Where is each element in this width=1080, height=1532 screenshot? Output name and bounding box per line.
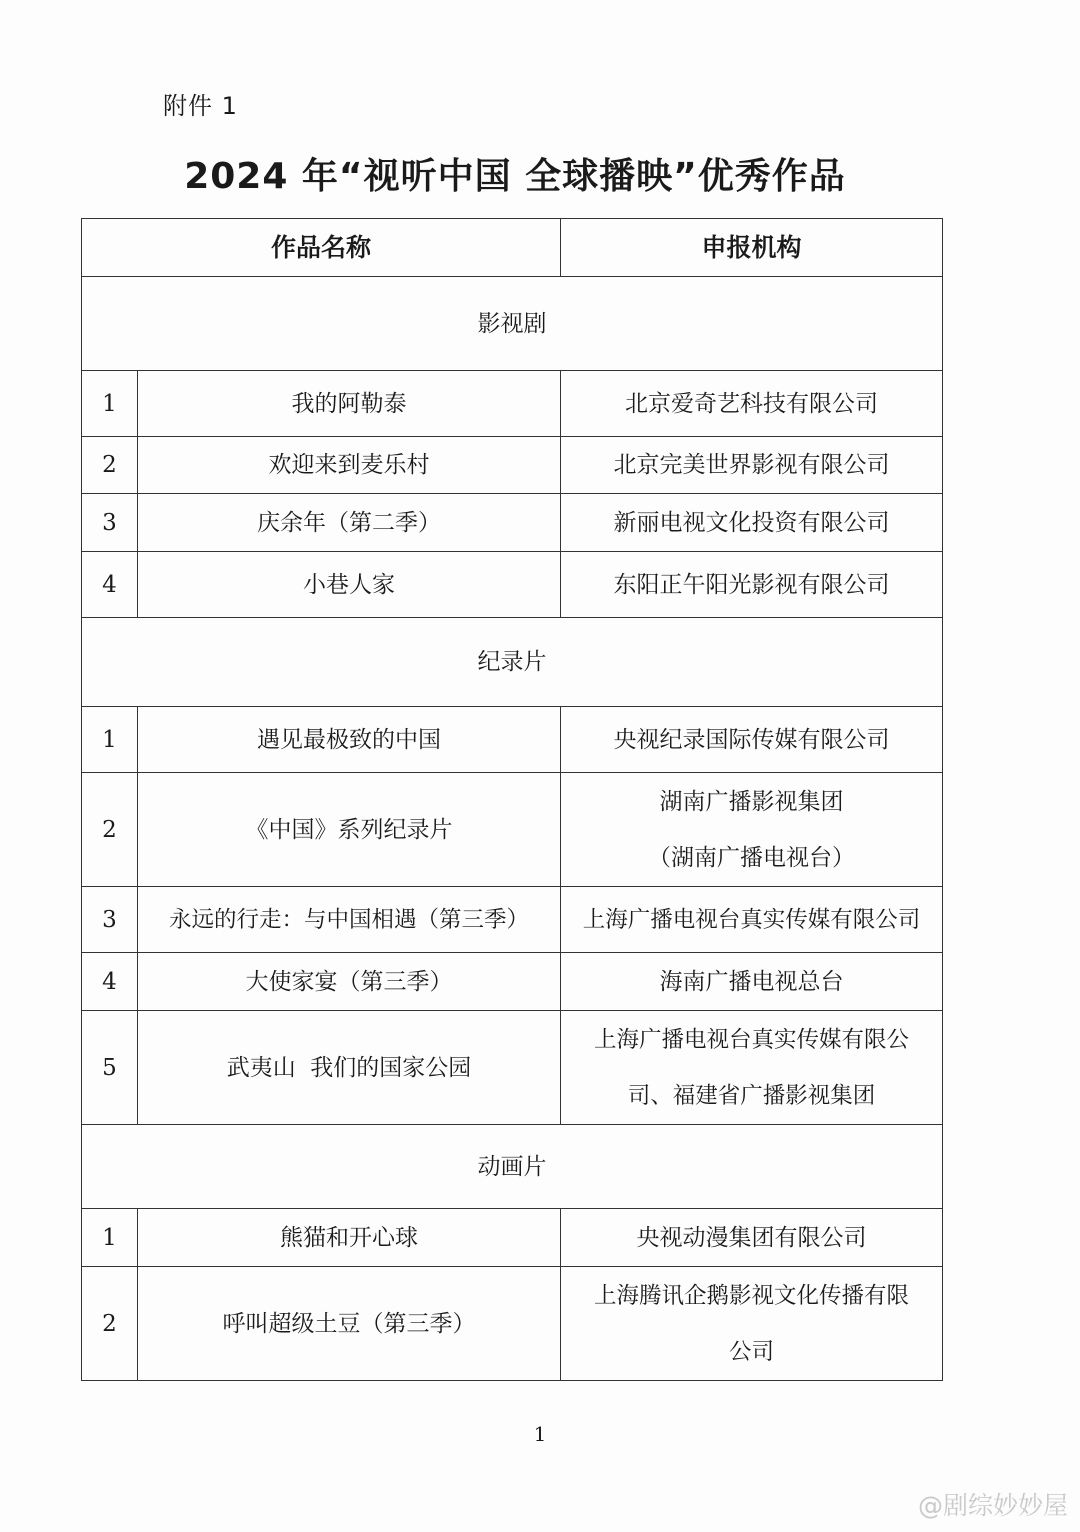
work-name: 熊猫和开心球 bbox=[138, 1209, 561, 1267]
table-row bbox=[82, 437, 943, 494]
organization-line: 湖南广播影视集团 bbox=[659, 788, 844, 815]
table-row bbox=[82, 1209, 943, 1267]
row-number: 1 bbox=[82, 1209, 138, 1267]
attachment-label: 附件 1 bbox=[163, 92, 238, 120]
header-work-name: 作品名称 bbox=[82, 219, 561, 277]
row-number: 5 bbox=[82, 1011, 138, 1125]
row-number: 3 bbox=[82, 887, 138, 953]
organization bbox=[561, 773, 943, 887]
table-row bbox=[82, 953, 943, 1011]
organization: 央视动漫集团有限公司 bbox=[561, 1209, 943, 1267]
row-number: 1 bbox=[82, 707, 138, 773]
work-name: 欢迎来到麦乐村 bbox=[138, 437, 561, 494]
work-name: 《中国》系列纪录片 bbox=[138, 773, 561, 887]
works-table bbox=[81, 218, 943, 1381]
table-row bbox=[82, 552, 943, 618]
category-tv-drama: 影视剧 bbox=[82, 277, 943, 371]
work-name: 武夷山 我们的国家公园 bbox=[138, 1011, 561, 1125]
header-organization: 申报机构 bbox=[561, 219, 943, 277]
row-number: 4 bbox=[82, 953, 138, 1011]
row-number: 1 bbox=[82, 371, 138, 437]
category-documentary: 纪录片 bbox=[82, 618, 943, 707]
organization-line: 公司 bbox=[729, 1338, 775, 1365]
work-name: 我的阿勒泰 bbox=[138, 371, 561, 437]
organization: 北京完美世界影视有限公司 bbox=[561, 437, 943, 494]
organization: 上海广播电视台真实传媒有限公司 bbox=[561, 887, 943, 953]
row-number: 4 bbox=[82, 552, 138, 618]
organization-line: （湖南广播电视台） bbox=[648, 844, 856, 871]
page-number: 1 bbox=[533, 1422, 547, 1446]
table-row bbox=[82, 707, 943, 773]
organization bbox=[561, 1011, 943, 1125]
organization bbox=[561, 1267, 943, 1381]
organization: 海南广播电视总台 bbox=[561, 953, 943, 1011]
work-name: 小巷人家 bbox=[138, 552, 561, 618]
table-row bbox=[82, 1267, 943, 1381]
category-animation: 动画片 bbox=[82, 1125, 943, 1209]
work-name: 永远的行走：与中国相遇（第三季） bbox=[138, 887, 561, 953]
table-row bbox=[82, 887, 943, 953]
organization: 新丽电视文化投资有限公司 bbox=[561, 494, 943, 552]
row-number: 3 bbox=[82, 494, 138, 552]
row-number: 2 bbox=[82, 773, 138, 887]
table-row bbox=[82, 1011, 943, 1125]
row-number: 2 bbox=[82, 1267, 138, 1381]
organization: 东阳正午阳光影视有限公司 bbox=[561, 552, 943, 618]
organization-line: 上海广播电视台真实传媒有限公 bbox=[594, 1026, 910, 1053]
row-number: 2 bbox=[82, 437, 138, 494]
work-name: 大使家宴（第三季） bbox=[138, 953, 561, 1011]
table-header-row bbox=[82, 219, 943, 277]
work-name: 遇见最极致的中国 bbox=[138, 707, 561, 773]
category-row bbox=[82, 277, 943, 371]
organization-line: 上海腾讯企鹅影视文化传播有限 bbox=[594, 1282, 910, 1309]
table-row bbox=[82, 371, 943, 437]
table-row bbox=[82, 773, 943, 887]
organization: 央视纪录国际传媒有限公司 bbox=[561, 707, 943, 773]
organization: 北京爱奇艺科技有限公司 bbox=[561, 371, 943, 437]
category-row bbox=[82, 618, 943, 707]
organization-line: 司、福建省广播影视集团 bbox=[627, 1082, 876, 1109]
category-row bbox=[82, 1125, 943, 1209]
work-name: 呼叫超级土豆（第三季） bbox=[138, 1267, 561, 1381]
page-title: 2024 年“视听中国 全球播映”优秀作品 bbox=[184, 156, 846, 197]
table-row bbox=[82, 494, 943, 552]
watermark: @剧综妙妙屋 bbox=[917, 1491, 1068, 1520]
work-name: 庆余年（第二季） bbox=[138, 494, 561, 552]
